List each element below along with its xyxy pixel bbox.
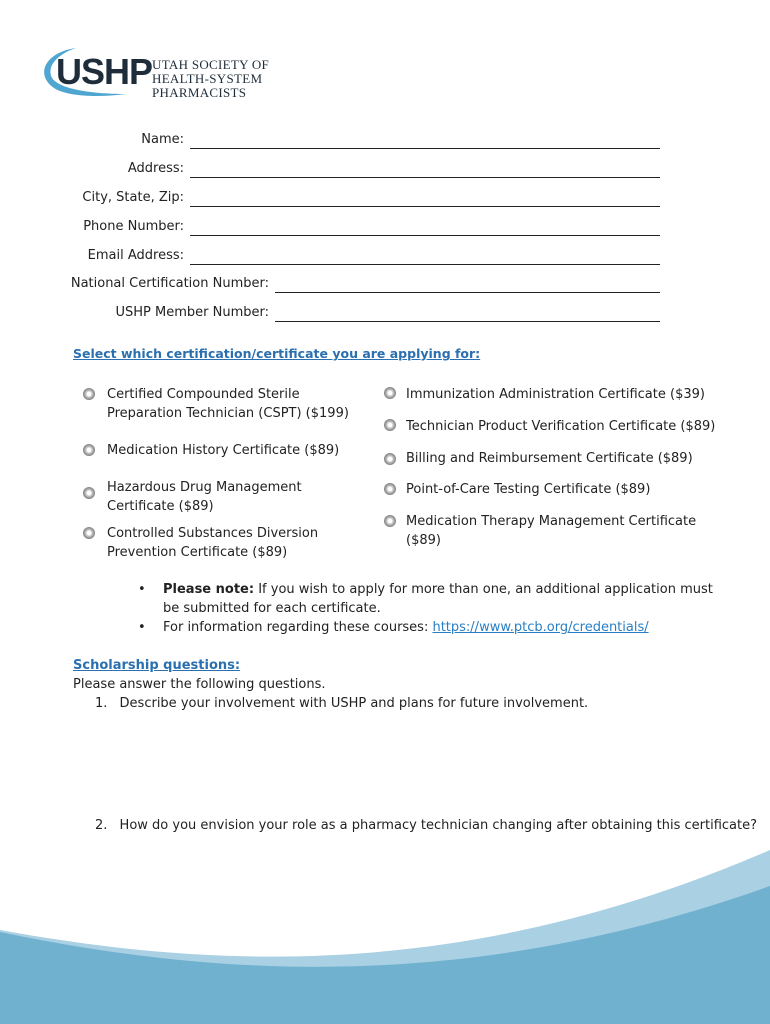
note-text: For information regarding these courses:: [163, 620, 433, 635]
radio-icon[interactable]: [384, 419, 396, 431]
radio-icon[interactable]: [83, 487, 95, 499]
email-row: [0, 248, 770, 268]
address-row: [0, 161, 770, 181]
question-text: Describe your involvement with USHP and plans for future involvement.: [119, 696, 589, 711]
question-number: 1.: [95, 696, 108, 711]
national-cert-label: National Certification Number:: [70, 276, 269, 291]
option-label: Certified Compounded Sterile Preparation Technician (CSPT) ($199): [107, 387, 349, 421]
name-field[interactable]: [190, 132, 660, 149]
option-label: Hazardous Drug Management Certificate ($89): [107, 480, 302, 514]
phone-label: Phone Number:: [83, 219, 184, 234]
logo-tagline-line1: UTAH SOCIETY OF: [152, 57, 270, 72]
ptcb-link[interactable]: https://www.ptcb.org/credentials/: [432, 620, 649, 635]
question-1: [95, 696, 588, 711]
radio-icon[interactable]: [83, 444, 95, 456]
option-label: Medication Therapy Management Certificate ($89): [406, 514, 697, 548]
radio-icon[interactable]: [83, 527, 95, 539]
phone-field[interactable]: [190, 219, 660, 236]
logo-mark: USHP: [56, 51, 153, 92]
certification-heading: Select which certification/certificate you are applying for:: [73, 346, 481, 361]
decorative-wave: [0, 820, 770, 1024]
ushp-logo: [36, 44, 346, 104]
question-text: How do you envision your role as a pharmacy technician changing after obtaining this certificate?: [119, 818, 758, 833]
option-label: Billing and Reimbursement Certificate ($89): [406, 451, 693, 466]
city-state-zip-field[interactable]: [190, 190, 660, 207]
name-row: [0, 132, 770, 152]
member-number-row: [0, 305, 770, 325]
name-label: Name:: [141, 132, 184, 147]
scholarship-intro: Please answer the following questions.: [73, 677, 326, 692]
logo-tagline: [152, 58, 346, 100]
bullet-icon: •: [138, 620, 146, 635]
bullet-icon: •: [138, 582, 146, 597]
address-label: Address:: [127, 161, 184, 176]
option-label: Medication History Certificate ($89): [107, 443, 340, 458]
option-label: Controlled Substances Diversion Prevention Certificate ($89): [107, 526, 319, 560]
radio-icon[interactable]: [384, 453, 396, 465]
notes-list: [130, 580, 730, 637]
option-label: Technician Product Verification Certificate ($89): [406, 419, 716, 434]
city-state-zip-row: [0, 190, 770, 210]
note-text: If you wish to apply for more than one, an additional application must be submitted for each certificate.: [163, 582, 713, 616]
radio-icon[interactable]: [384, 515, 396, 527]
national-cert-field[interactable]: [275, 276, 660, 293]
email-label: Email Address:: [87, 248, 184, 263]
question-number: 2.: [95, 818, 108, 833]
note-item: [130, 618, 730, 637]
address-field[interactable]: [190, 161, 660, 178]
radio-icon[interactable]: [384, 387, 396, 399]
radio-icon[interactable]: [83, 388, 95, 400]
option-label: Immunization Administration Certificate ($39): [406, 387, 705, 402]
email-field[interactable]: [190, 248, 660, 265]
city-state-zip-label: City, State, Zip:: [82, 190, 184, 205]
option-label: Point-of-Care Testing Certificate ($89): [406, 482, 651, 497]
radio-icon[interactable]: [384, 483, 396, 495]
scholarship-heading: Scholarship questions:: [73, 658, 241, 673]
note-item: [130, 580, 730, 618]
member-number-field[interactable]: [275, 305, 660, 322]
national-cert-row: [0, 276, 770, 296]
note-bold: Please note:: [163, 582, 255, 597]
member-number-label: USHP Member Number:: [115, 305, 269, 320]
phone-row: [0, 219, 770, 239]
logo-tagline-line2: HEALTH-SYSTEM PHARMACISTS: [152, 71, 263, 100]
